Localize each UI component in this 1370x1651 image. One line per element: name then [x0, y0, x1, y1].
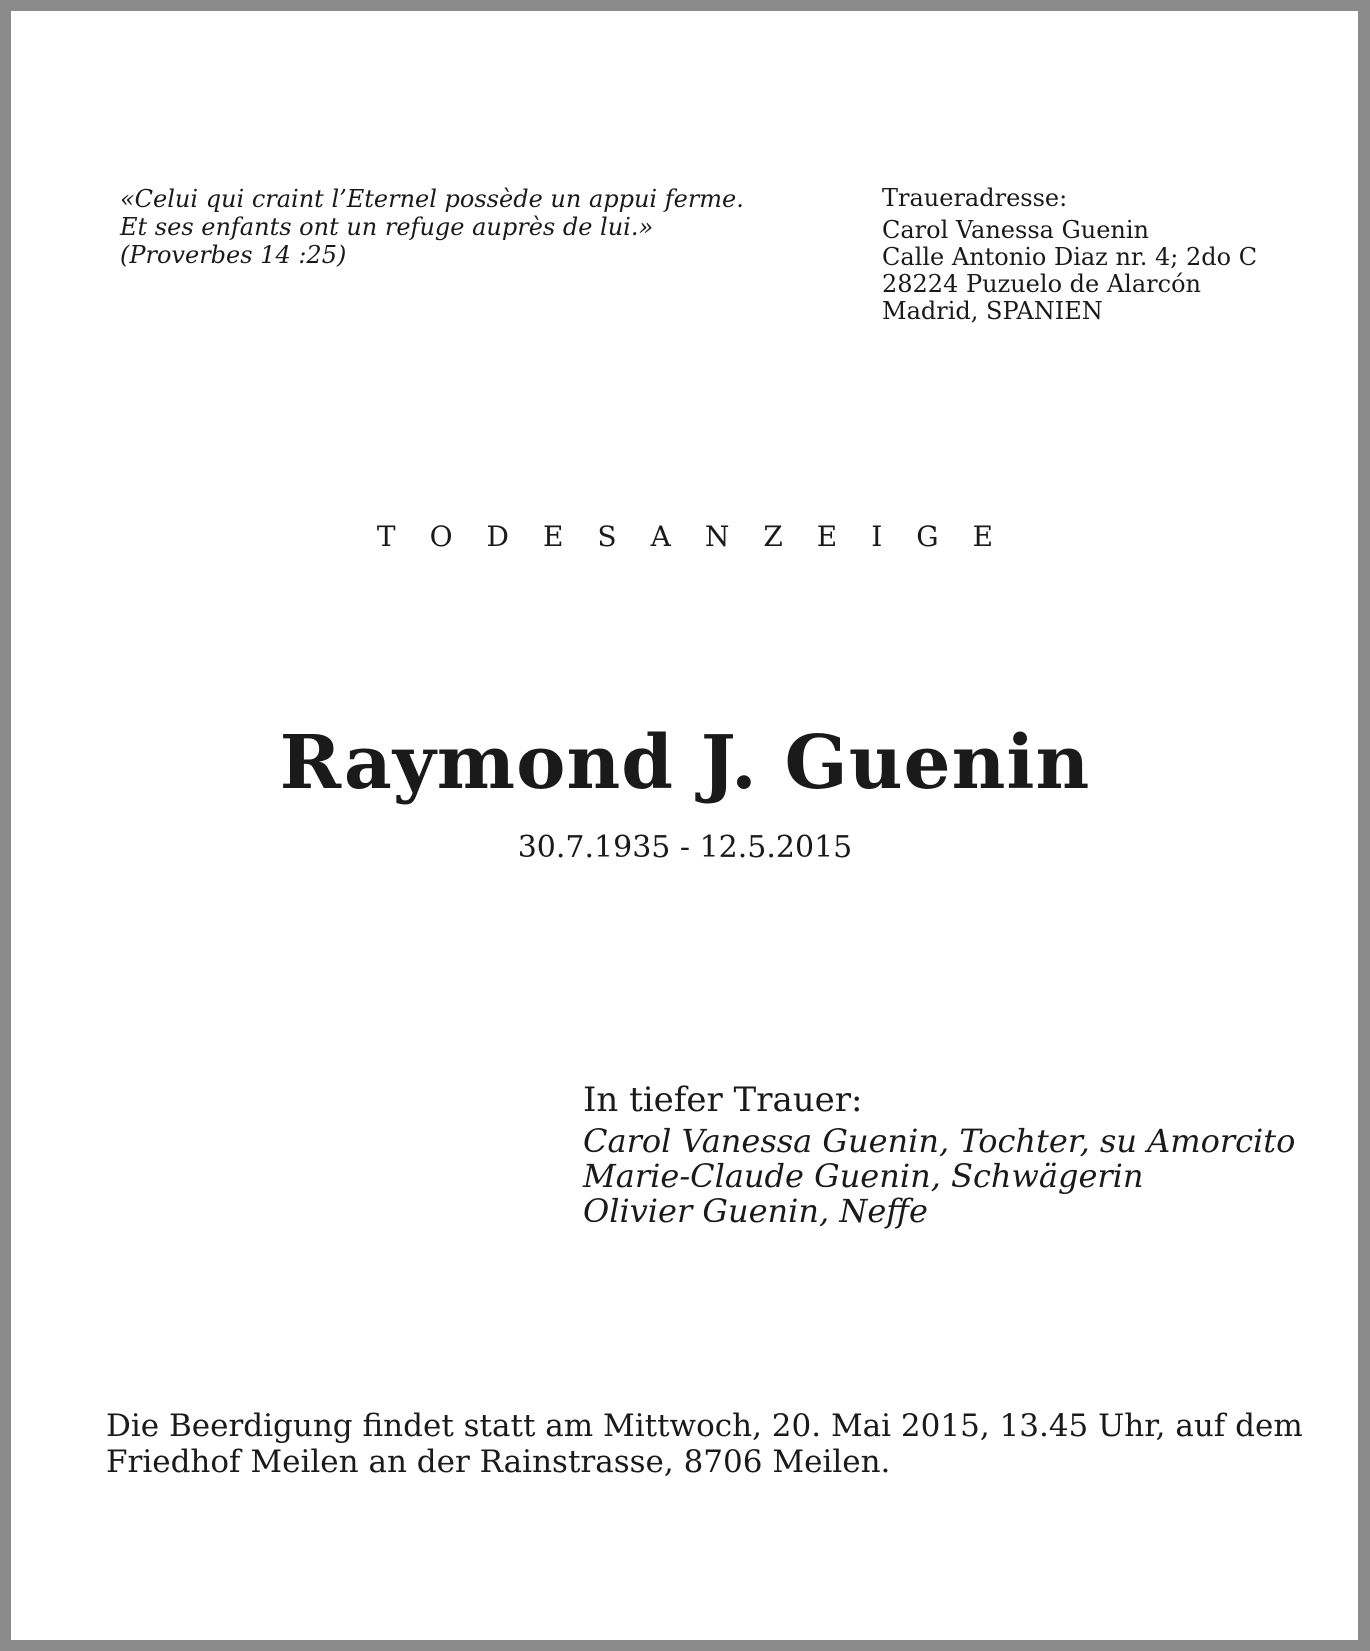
address-line: Calle Antonio Diaz nr. 4; 2do C	[882, 243, 1258, 271]
mourner-entry: Olivier Guenin, Neffe	[583, 1192, 928, 1230]
address-line: Carol Vanessa Guenin	[882, 216, 1149, 244]
mourners-list	[583, 1124, 1353, 1229]
bible-quote	[120, 185, 840, 269]
address-line: Madrid, SPANIEN	[882, 297, 1103, 325]
mourner-entry: Marie-Claude Guenin, Schwägerin	[583, 1157, 1144, 1195]
notice-title: TODESANZEIGE	[376, 520, 1028, 553]
quote-source: (Proverbes 14 :25)	[120, 241, 347, 269]
mourners-heading: In tiefer Trauer:	[583, 1080, 863, 1120]
address-line: 28224 Puzuelo de Alarcón	[882, 270, 1201, 298]
mourners-block	[583, 1080, 1353, 1229]
mourning-address	[882, 185, 1342, 325]
address-heading: Traueradresse:	[882, 184, 1068, 212]
quote-line: «Celui qui craint l’Eternel possède un appui ferme.	[120, 185, 744, 213]
mourner-entry: Carol Vanessa Guenin, Tochter, su Amorcito	[583, 1122, 1296, 1160]
funeral-info	[106, 1408, 1356, 1480]
life-dates: 30.7.1935 - 12.5.2015	[517, 830, 853, 865]
funeral-line: Friedhof Meilen an der Rainstrasse, 8706 Meilen.	[106, 1444, 891, 1480]
quote-line: Et ses enfants ont un refuge auprès de lui.»	[120, 213, 654, 241]
deceased-name: Raymond J. Guenin	[279, 720, 1091, 806]
funeral-line: Die Beerdigung findet statt am Mittwoch, 20. Mai 2015, 13.45 Uhr, auf dem	[106, 1408, 1303, 1444]
